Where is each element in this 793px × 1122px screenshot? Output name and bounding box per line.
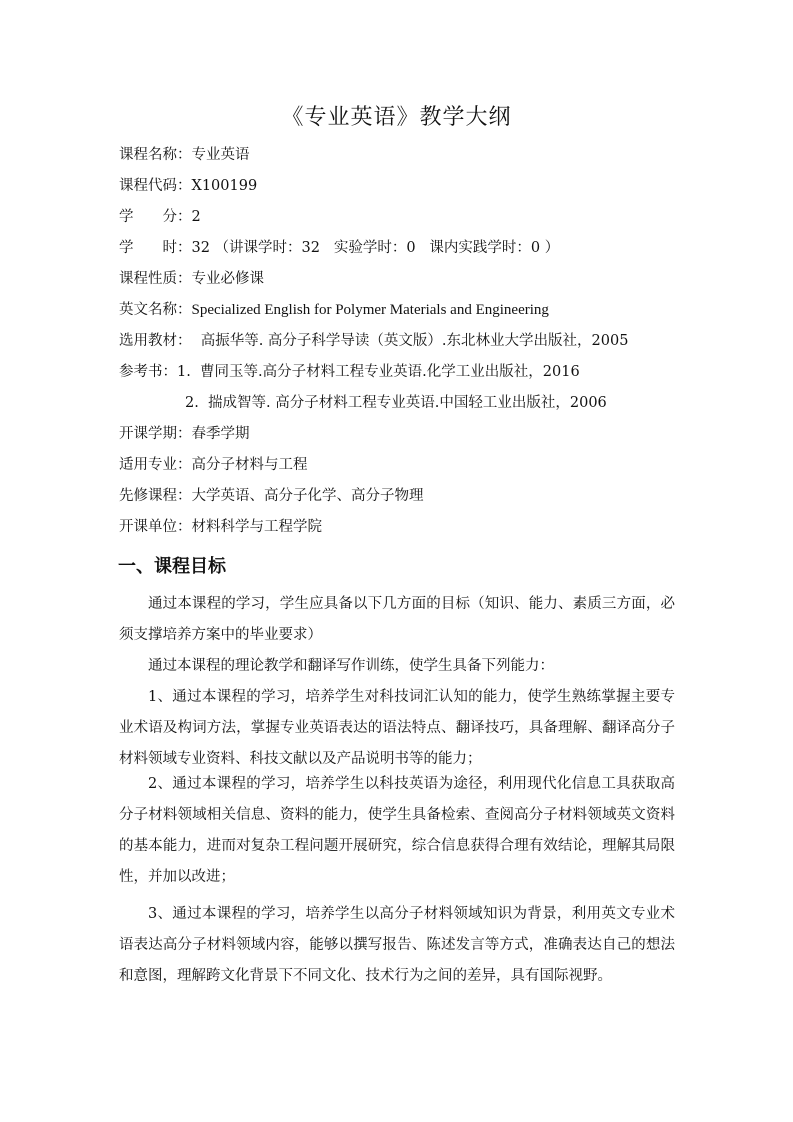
info-label: 时： bbox=[162, 240, 192, 256]
info-label: 课程代码： bbox=[119, 178, 192, 194]
info-value: 高振华等. 高分子科学导读（英文版）.东北林业大学出版社，2005 bbox=[191, 333, 629, 349]
info-credits bbox=[119, 207, 201, 227]
info-hours bbox=[119, 238, 559, 258]
info-textbook bbox=[119, 331, 628, 351]
info-label: 先修课程： bbox=[119, 488, 192, 504]
info-prerequisites bbox=[119, 486, 424, 506]
info-course-name bbox=[119, 145, 250, 165]
document-title: 《专业英语》教学大纲 bbox=[281, 105, 512, 130]
info-reference-2 bbox=[185, 393, 607, 413]
section-heading-course-objectives: 一、课程目标 bbox=[118, 556, 226, 577]
info-value: 大学英语、高分子化学、高分子物理 bbox=[191, 488, 424, 504]
paragraph: 1、通过本课程的学习，培养学生对科技词汇认知的能力，使学生熟练掌握主要专业术语及构词方法，掌握专业英语表达的语法特点、翻译技巧，具备理解、翻译高分子材料领域专业资料、科技文献以及产品说明书等的能力； bbox=[119, 689, 675, 767]
info-value: 材料科学与工程学院 bbox=[191, 519, 322, 535]
info-label: 学 bbox=[119, 240, 134, 256]
info-value: 专业必修课 bbox=[191, 271, 264, 287]
paragraph: 2、通过本课程的学习，培养学生以科技英语为途径，利用现代化信息工具获取高分子材料领域相关信息、资料的能力，使学生具备检索、查阅高分子材料领域英文资料的基本能力，进而对复杂工程问题开展研究，综合信息获得合理有效结论，理解其局限性，并加以改进； bbox=[119, 776, 675, 885]
info-value: 高分子材料与工程 bbox=[191, 457, 308, 473]
paragraph: 3、通过本课程的学习，培养学生以高分子材料领域知识为背景，利用英文专业术语表达高分子材料领域内容，能够以撰写报告、陈述发言等方式，准确表达自己的想法和意图，理解跨文化背景下不同文化、技术行为之间的差异，具有国际视野。 bbox=[119, 906, 675, 984]
paragraph: 通过本课程的理论教学和翻译写作训练，使学生具备下列能力： bbox=[148, 658, 554, 674]
info-label: 学 bbox=[119, 209, 134, 225]
info-label: 适用专业： bbox=[119, 457, 192, 473]
info-course-code bbox=[119, 176, 257, 196]
info-value: 2 bbox=[191, 209, 201, 225]
info-label: 课程性质： bbox=[119, 271, 192, 287]
info-value: 专业英语 bbox=[191, 147, 250, 163]
info-value: Specialized English for Polymer Materials and Engineering bbox=[191, 302, 549, 318]
info-label: 分： bbox=[162, 209, 192, 225]
info-english-name bbox=[119, 300, 549, 320]
info-label: 选用教材： bbox=[119, 333, 192, 349]
info-value: 春季学期 bbox=[191, 426, 250, 442]
info-label: 英文名称： bbox=[119, 302, 192, 318]
info-course-type bbox=[119, 269, 264, 289]
info-major bbox=[119, 455, 308, 475]
info-value: X100199 bbox=[191, 178, 258, 194]
info-label: 课程名称： bbox=[119, 147, 192, 163]
info-label: 参考书： bbox=[119, 364, 177, 380]
paragraph: 通过本课程的学习，学生应具备以下几方面的目标（知识、能力、素质三方面，必须支撑培养方案中的毕业要求） bbox=[119, 596, 675, 643]
info-label: 开课学期： bbox=[119, 426, 192, 442]
info-reference-1 bbox=[119, 362, 580, 382]
info-value: 32 （讲课学时：32 实验学时：0 课内实践学时：0 ） bbox=[191, 240, 560, 256]
info-label: 开课单位： bbox=[119, 519, 192, 535]
info-department bbox=[119, 517, 322, 537]
info-value: 1. 曹同玉等.高分子材料工程专业英语.化学工业出版社，2016 bbox=[177, 364, 580, 380]
info-value: 2. 揣成智等. 高分子材料工程专业英语.中国轻工业出版社，2006 bbox=[185, 395, 607, 411]
info-semester bbox=[119, 424, 250, 444]
